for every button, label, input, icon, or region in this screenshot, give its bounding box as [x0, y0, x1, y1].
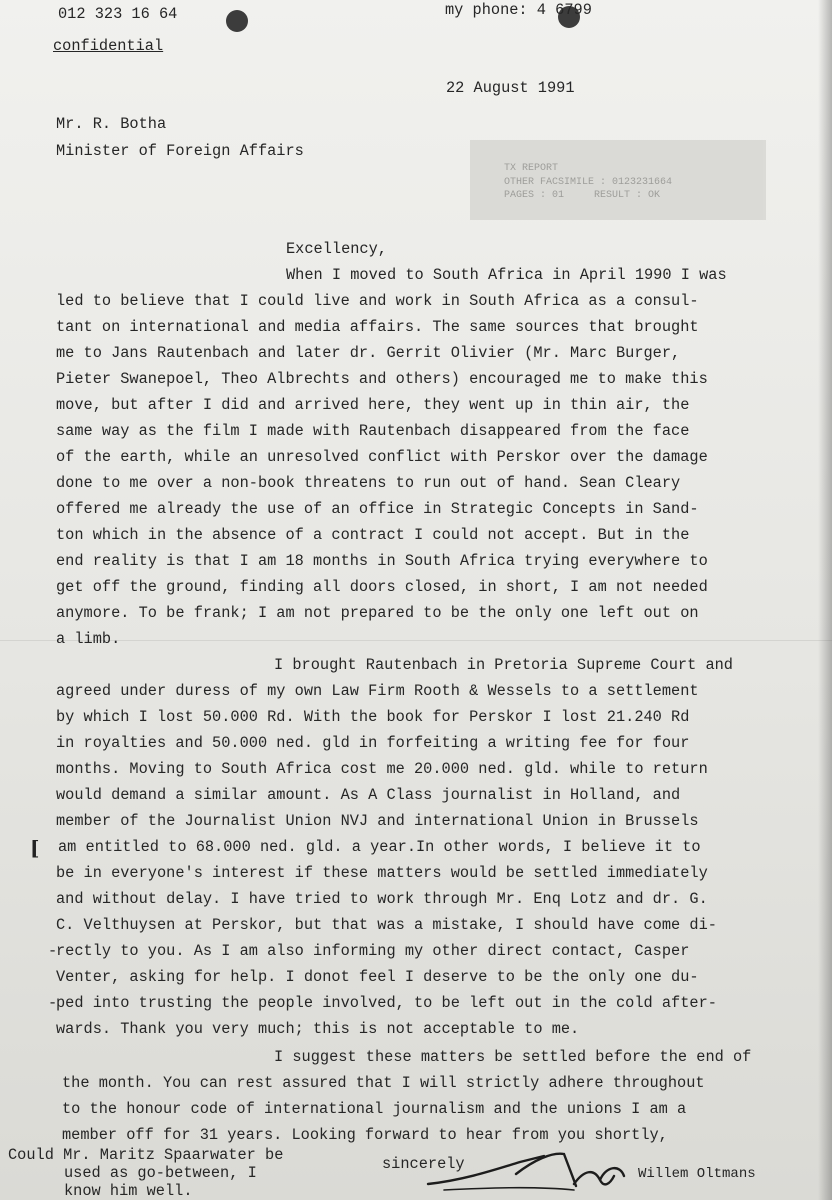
- paper-fold: [0, 640, 832, 641]
- fax-number: 012 323 16 64: [58, 5, 178, 23]
- body-line: a limb.: [56, 630, 121, 648]
- body-line: led to believe that I could live and work in South Africa as a consul-: [56, 292, 699, 310]
- body-line: to the honour code of international journalism and the unions I am a: [62, 1100, 687, 1118]
- body-line: agreed under duress of my own Law Firm Rooth & Wessels to a settlement: [56, 682, 699, 700]
- body-line: ton which in the absence of a contract I could not accept. But in the: [56, 526, 690, 544]
- body-line: member of the Journalist Union NVJ and international Union in Brussels: [56, 812, 699, 830]
- body-line: tant on international and media affairs. The same sources that brought: [56, 318, 699, 336]
- body-line: I brought Rautenbach in Pretoria Supreme Court and: [274, 656, 733, 674]
- body-line: same way as the film I made with Rautenbach disappeared from the face: [56, 422, 690, 440]
- body-line: done to me over a non-book threatens to run out of hand. Sean Cleary: [56, 474, 681, 492]
- recipient-title: Minister of Foreign Affairs: [56, 142, 304, 160]
- body-line: of the earth, while an unresolved conflict with Perskor over the damage: [56, 448, 708, 466]
- body-line: C. Velthuysen at Perskor, but that was a mistake, I should have come di-: [56, 916, 717, 934]
- margin-dash-mark: -: [48, 994, 58, 1012]
- confidential-label: confidential: [53, 37, 164, 55]
- body-line: member off for 31 years. Looking forward to hear from you shortly,: [62, 1126, 668, 1144]
- body-line: wards. Thank you very much; this is not acceptable to me.: [56, 1020, 580, 1038]
- postscript-line: used as go-between, I: [64, 1164, 257, 1182]
- my-phone: my phone: 4 6799: [445, 1, 592, 19]
- margin-dash-mark: -: [48, 942, 58, 960]
- closing-sincerely: sincerely: [382, 1155, 465, 1173]
- handwritten-signature: [424, 1140, 634, 1196]
- salutation: Excellency,: [286, 240, 387, 258]
- body-line: and without delay. I have tried to work through Mr. Enq Lotz and dr. G.: [56, 890, 708, 908]
- body-line: offered me already the use of an office in Strategic Concepts in Sand-: [56, 500, 699, 518]
- body-line: in royalties and 50.000 ned. gld in forfeiting a writing fee for four: [56, 734, 690, 752]
- letter-date: 22 August 1991: [446, 79, 575, 97]
- body-line: move, but after I did and arrived here, they went up in thin air, the: [56, 396, 690, 414]
- body-line: I suggest these matters be settled before the end of: [274, 1048, 752, 1066]
- body-line: by which I lost 50.000 Rd. With the book for Perskor I lost 21.240 Rd: [56, 708, 690, 726]
- fax-report-line: PAGES : 01 RESULT : OK: [504, 190, 661, 201]
- postscript-line: know him well.: [64, 1182, 193, 1200]
- body-line: When I moved to South Africa in April 1990 I was: [286, 266, 727, 284]
- postscript-line: Could Mr. Maritz Spaarwater be: [8, 1146, 284, 1164]
- body-line: would demand a similar amount. As A Class journalist in Holland, and: [56, 786, 681, 804]
- paper-edge-shadow: [818, 0, 832, 1200]
- margin-bracket-mark: [: [30, 836, 40, 860]
- punch-hole-left: [226, 10, 248, 32]
- body-line: rectly to you. As I am also informing my other direct contact, Casper: [56, 942, 690, 960]
- recipient-name: Mr. R. Botha: [56, 115, 167, 133]
- fax-report-stamp: [470, 140, 766, 220]
- body-line: months. Moving to South Africa cost me 20.000 ned. gld. while to return: [56, 760, 708, 778]
- body-line: me to Jans Rautenbach and later dr. Gerrit Olivier (Mr. Marc Burger,: [56, 344, 681, 362]
- signatory-name: Willem Oltmans: [638, 1166, 756, 1182]
- fax-report-line: TX REPORT: [504, 163, 559, 174]
- body-line: be in everyone's interest if these matters would be settled immediately: [56, 864, 708, 882]
- body-line: end reality is that I am 18 months in South Africa trying everywhere to: [56, 552, 708, 570]
- fax-report-line: OTHER FACSIMILE : 0123231664: [504, 176, 673, 188]
- body-line: ped into trusting the people involved, to be left out in the cold after-: [56, 994, 717, 1012]
- body-line: anymore. To be frank; I am not prepared to be the only one left out on: [56, 604, 699, 622]
- body-line: am entitled to 68.000 ned. gld. a year.In other words, I believe it to: [58, 838, 701, 856]
- body-line: Pieter Swanepoel, Theo Albrechts and others) encouraged me to make this: [56, 370, 708, 388]
- body-line: Venter, asking for help. I donot feel I deserve to be the only one du-: [56, 968, 699, 986]
- body-line: get off the ground, finding all doors closed, in short, I am not needed: [56, 578, 708, 596]
- body-line: the month. You can rest assured that I will strictly adhere throughout: [62, 1074, 705, 1092]
